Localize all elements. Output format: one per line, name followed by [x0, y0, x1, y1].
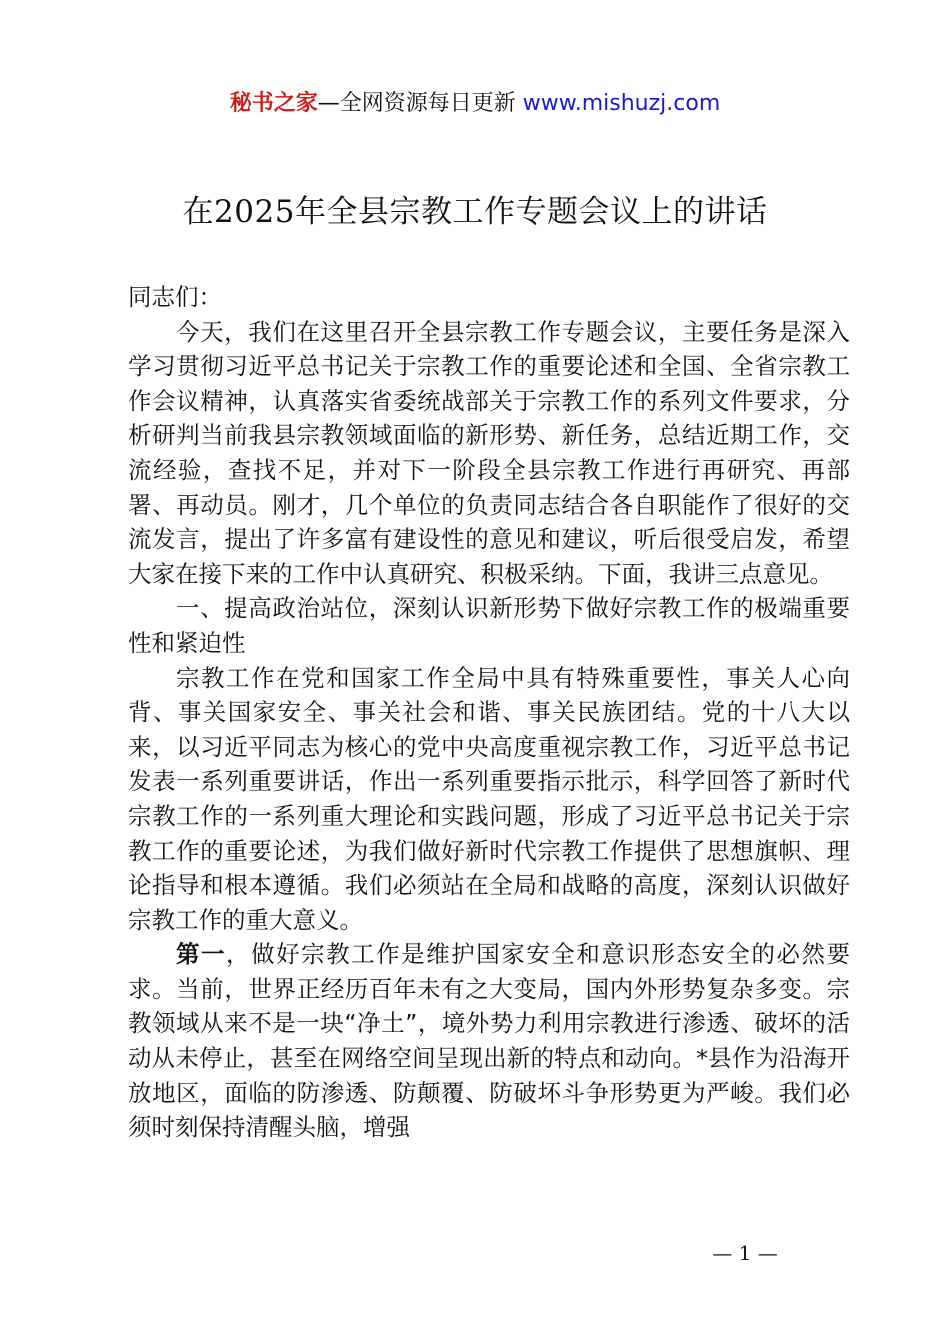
section-heading-1: 一、提高政治站位，深刻认识新形势下做好宗教工作的极端重要性和紧迫性 [128, 594, 850, 657]
paragraph-significance: 宗教工作在党和国家工作全局中具有特殊重要性，事关人心向背、事关国家安全、事关社会和谐、事关民族团结。党的十八大以来，以习近平同志为核心的党中央高度重视宗教工作，习近平总书记发表一系列重要讲话，作出一系列重要指示批示，科学回答了新时代宗教工作的一系列重大理论和实践问题，形成了习近平总书记关于宗教工作的重要论述，为我们做好新时代宗教工作提供了思想旗帜、理论指导和根本遵循。我们必须站在全局和战略的高度，深刻认识做好宗教工作的重大意义。 [128, 663, 850, 934]
brand-name: 秘书之家 [229, 91, 318, 116]
paragraph-intro: 今天，我们在这里召开全县宗教工作专题会议，主要任务是深入学习贯彻习近平总书记关于宗教工作的重要论述和全国、全省宗教工作会议精神，认真落实省委统战部关于宗教工作的系列文件要求，分析研判当前我县宗教领域面临的新形势、新任务，总结近期工作，交流经验，查找不足，并对下一阶段全县宗教工作进行再研究、再部署、再动员。刚才，几个单位的负责同志结合各自职能作了很好的交流发言，提出了许多富有建设性的意见和建议，听后很受启发，希望大家在接下来的工作中认真研究、积极采纳。下面，我讲三点意见。 [128, 317, 850, 588]
salutation: 同志们： [128, 283, 222, 311]
page-number: — 1 — [712, 1241, 778, 1265]
first-point-lead: 第一 [176, 940, 227, 969]
site-banner [0, 88, 950, 120]
paragraph-first-point [128, 937, 850, 1145]
banner-tagline: —全网资源每日更新 [317, 91, 523, 116]
site-url-link[interactable]: www.mishuzj.com [522, 91, 721, 116]
first-point-text: ，做好宗教工作是维护国家安全和意识形态安全的必然要求。当前，世界正经历百年未有之大变局，国内外形势复杂多变。宗教领域从来不是一块“净土”，境外势力利用宗教进行渗透、破坏的活动从未停止，甚至在网络空间呈现出新的特点和动向。*县作为沿海开放地区，面临的防渗透、防颠覆、防破坏斗争形势更为严峻。我们必须时刻保持清醒头脑，增强 [128, 940, 851, 1142]
document-title: 在2025年全县宗教工作专题会议上的讲话 [182, 194, 768, 230]
document-body [128, 280, 850, 1145]
